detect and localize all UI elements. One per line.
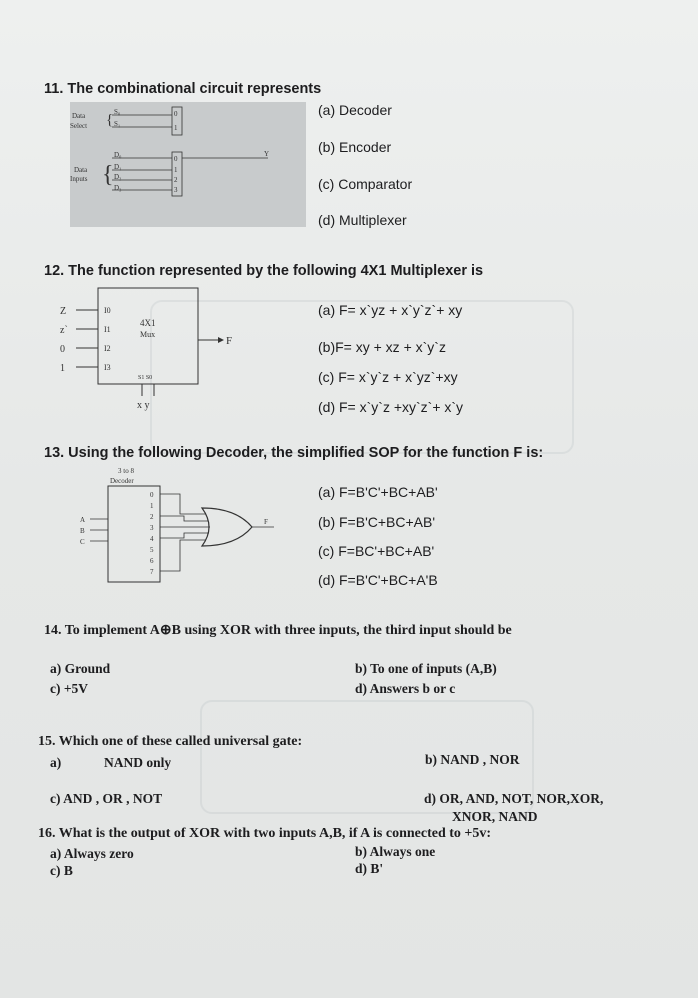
q11-option-c[interactable]: (c) Comparator: [318, 176, 413, 192]
data-index-2: 2: [174, 176, 178, 184]
mux-4x1-diagram: [58, 284, 238, 414]
mux-label-mux: Mux: [140, 330, 156, 339]
decoder-output-6: 6: [150, 557, 154, 565]
question-12-figure: [58, 284, 238, 414]
select-line-s0: S₀: [114, 108, 121, 116]
q16-option-a[interactable]: a) Always zero: [50, 846, 134, 861]
q14-option-b[interactable]: b) To one of inputs (A,B): [355, 661, 497, 676]
data-line-d3: D₃: [114, 184, 122, 192]
decoder-input-c: C: [80, 538, 85, 546]
combinational-circuit-diagram: [68, 102, 308, 227]
decoder-3to8-diagram: [76, 464, 286, 584]
mux-select-pins: S1 S0: [138, 375, 153, 381]
output-y: Y: [264, 150, 270, 158]
mux-input-0: Z: [60, 306, 67, 317]
q12-option-a[interactable]: (a) F= x`yz + x`y`z`+ xy: [318, 302, 463, 318]
q14-option-c[interactable]: c) +5V: [50, 681, 89, 696]
q13-option-c[interactable]: (c) F=BC'+BC+AB': [318, 543, 435, 559]
decoder-output-0: 0: [150, 491, 154, 499]
question-13-title: 13. Using the following Decoder, the simplified SOP for the function F is:: [44, 445, 544, 461]
question-11-figure: [68, 102, 308, 227]
data-select-label: Select: [70, 122, 88, 130]
data-select-label: Data: [72, 112, 86, 120]
question-12-title: 12. The function represented by the following 4X1 Multiplexer is: [44, 263, 484, 279]
q13-option-a[interactable]: (a) F=B'C'+BC+AB': [318, 484, 438, 500]
mux-pin-i1: I1: [104, 325, 111, 334]
q11-option-a[interactable]: (a) Decoder: [318, 102, 392, 118]
mux-output-f: F: [226, 335, 233, 347]
data-line-d1: D₁: [114, 163, 122, 171]
decoder-header-2: Decoder: [110, 477, 134, 485]
select-output-0: 0: [174, 110, 178, 118]
mux-input-1: z`: [60, 325, 68, 336]
decoder-output-5: 5: [150, 546, 154, 554]
decoder-output-4: 4: [150, 535, 154, 543]
decoder-output-2: 2: [150, 513, 154, 521]
svg-text:{: {: [106, 112, 114, 128]
mux-pin-i3: I3: [104, 363, 111, 372]
decoder-header-1: 3 to 8: [118, 467, 134, 475]
question-11-title: 11. The combinational circuit represents: [44, 81, 322, 97]
question-16-title: 16. What is the output of XOR with two inputs A,B, if A is connected to +5v:: [38, 826, 492, 841]
mux-input-2: 0: [60, 344, 65, 355]
q11-option-d[interactable]: (d) Multiplexer: [318, 212, 407, 228]
q15-option-c[interactable]: c) AND , OR , NOT: [50, 791, 163, 806]
q15-option-d[interactable]: d) OR, AND, NOT, NOR,XOR,: [424, 791, 604, 806]
question-15-title: 15. Which one of these called universal gate:: [38, 734, 303, 749]
data-line-d0: D₀: [114, 151, 122, 159]
q15-option-a[interactable]: NAND only: [104, 755, 172, 770]
q12-option-d[interactable]: (d) F= x`y`z +xy`z`+ x`y: [318, 399, 464, 415]
q13-option-d[interactable]: (d) F=B'C'+BC+A'B: [318, 572, 438, 588]
q16-option-c[interactable]: c) B: [50, 863, 73, 878]
or-gate: [202, 508, 252, 546]
select-line-s1: S₁: [114, 120, 121, 128]
data-inputs-label: Inputs: [70, 175, 88, 183]
data-index-3: 3: [174, 186, 178, 194]
decoder-input-a: A: [80, 516, 86, 524]
q13-option-b[interactable]: (b) F=B'C+BC+AB': [318, 514, 435, 530]
svg-text:{: {: [102, 162, 114, 188]
mux-label-4x1: 4X1: [140, 318, 156, 328]
q12-option-c[interactable]: (c) F= x`y`z + x`yz`+xy: [318, 369, 458, 385]
q14-option-d[interactable]: d) Answers b or c: [355, 681, 456, 696]
mux-pin-i0: I0: [104, 306, 111, 315]
question-13-figure: [76, 464, 286, 584]
q15-option-d-continued: XNOR, NAND: [452, 809, 538, 824]
decoder-output-1: 1: [150, 502, 154, 510]
q16-option-b[interactable]: b) Always one: [355, 844, 436, 859]
decoder-output-f: F: [264, 518, 268, 526]
mux-input-3: 1: [60, 363, 65, 374]
mux-select-vars: x y: [137, 400, 150, 411]
q11-option-b[interactable]: (b) Encoder: [318, 139, 392, 155]
decoder-input-b: B: [80, 527, 85, 535]
q12-option-b[interactable]: (b)F= xy + xz + x`y`z: [318, 339, 446, 355]
decoder-output-3: 3: [150, 524, 154, 532]
data-line-d2: D₂: [114, 173, 122, 181]
question-14-title: 14. To implement A⊕B using XOR with three inputs, the third input should be: [44, 623, 512, 638]
decoder-output-7: 7: [150, 568, 154, 576]
q15-option-b[interactable]: b) NAND , NOR: [425, 752, 520, 767]
data-inputs-label: Data: [74, 166, 88, 174]
q16-option-d[interactable]: d) B': [355, 861, 384, 876]
data-index-1: 1: [174, 166, 178, 174]
data-index-0: 0: [174, 155, 178, 163]
q15-option-a-letter: a): [50, 755, 62, 770]
q14-option-a[interactable]: a) Ground: [50, 661, 111, 676]
mux-pin-i2: I2: [104, 344, 111, 353]
select-output-1: 1: [174, 124, 178, 132]
